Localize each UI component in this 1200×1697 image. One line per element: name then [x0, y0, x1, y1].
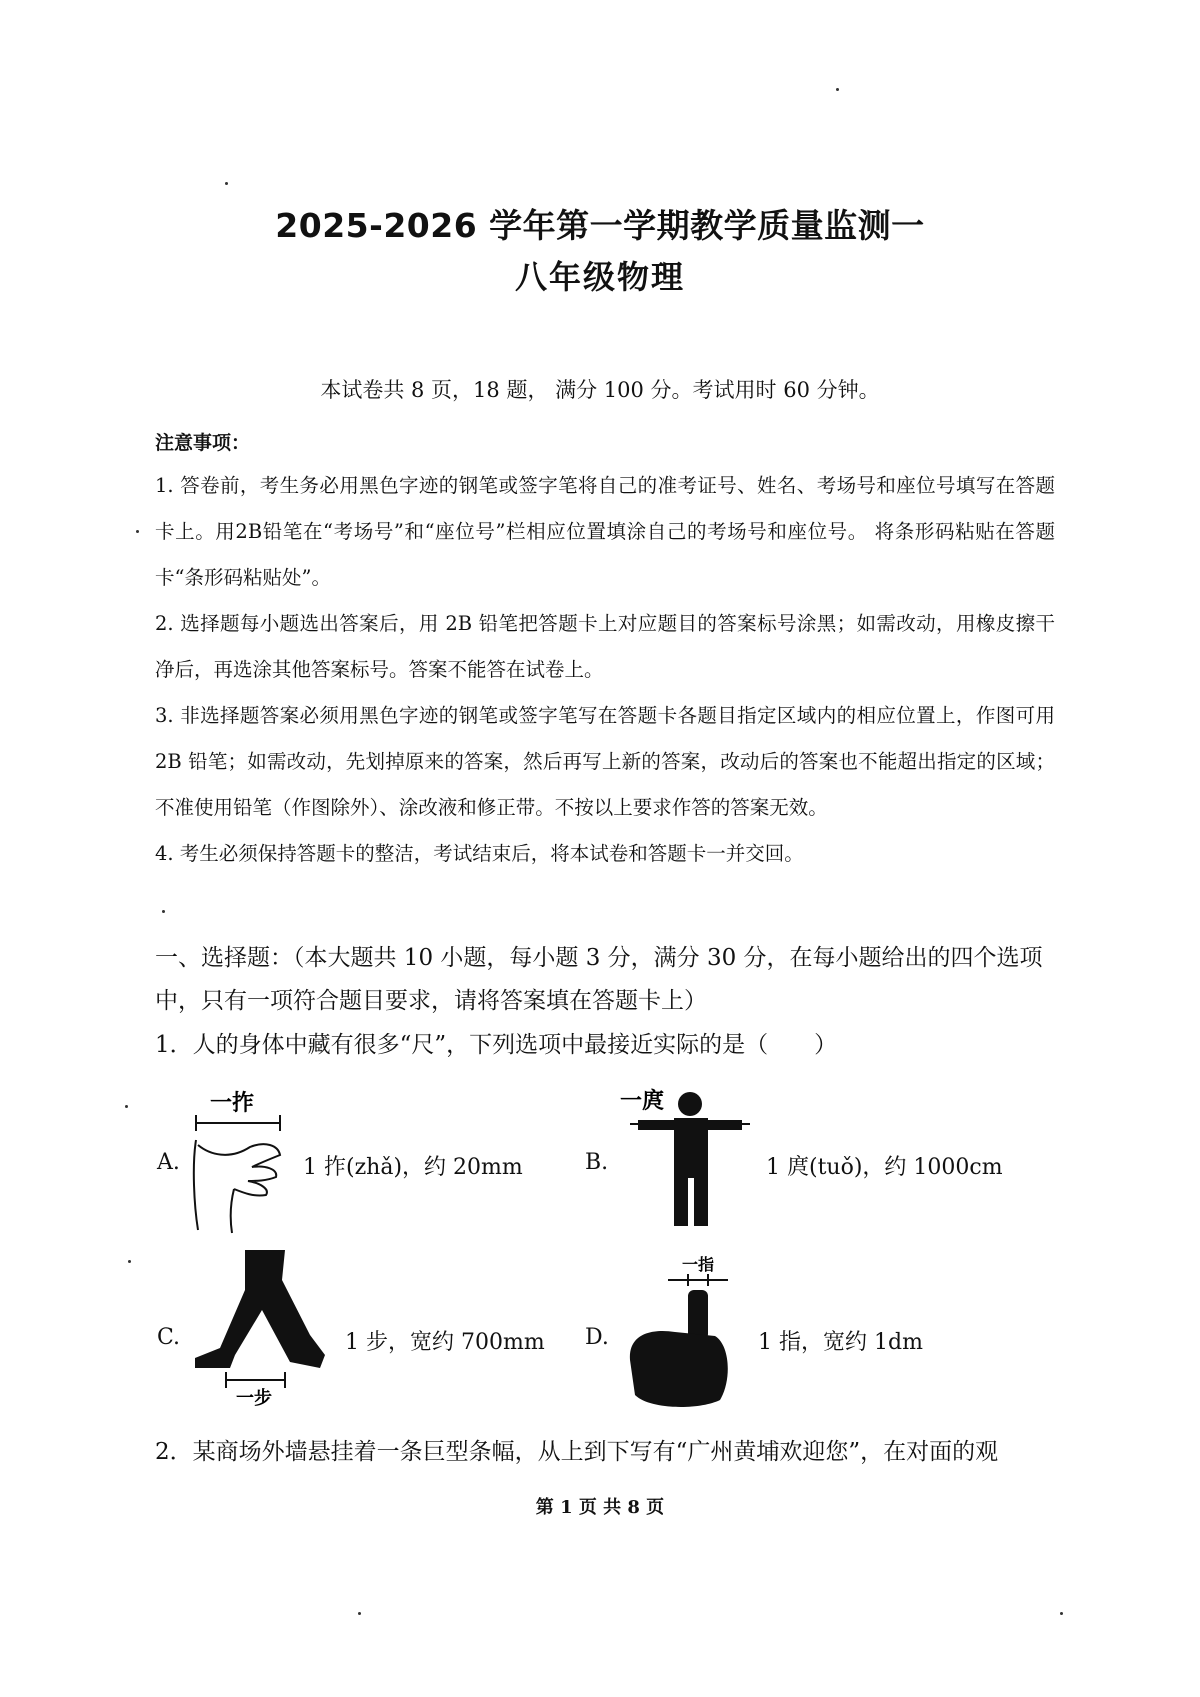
note-item-3: 3. 非选择题答案必须用黑色字迹的钢笔或签字笔写在答题卡各题目指定区域内的相应位置上，作图可用 2B 铅笔；如需改动，先划掉原来的答案，然后再写上新的答案，改动后的答案也不能超出指定的区域；不准使用铅笔（作图除外）、涂改液和修正带。不按以上要求作答的答案无效。 — [155, 704, 1055, 819]
exam-info: 本试卷共 8 页，18 题， 满分 100 分。考试用时 60 分钟。 — [320, 378, 880, 402]
scan-speck — [358, 1612, 361, 1615]
figure-label-c: 一步 — [236, 1388, 272, 1409]
scan-speck — [836, 88, 839, 91]
figure-label-a: 一拃 — [210, 1091, 255, 1116]
hand-span-figure — [190, 1085, 290, 1235]
question-1-stem: 1．人的身体中藏有很多“尺”，下列选项中最接近实际的是（ ） — [155, 1032, 838, 1058]
figure-label-d: 一指 — [682, 1255, 715, 1274]
step-figure — [190, 1250, 340, 1410]
option-b-text: 1 庹(tuǒ)，约 1000cm — [766, 1155, 1003, 1180]
notes-heading: 注意事项： — [155, 432, 251, 454]
option-d-letter: D. — [585, 1325, 609, 1350]
exam-title: 2025-2026 学年第一学期教学质量监测一 — [275, 206, 925, 245]
arm-span-figure — [618, 1082, 758, 1232]
option-d-text: 1 指，宽约 1dm — [758, 1330, 923, 1355]
figure-label-b: 一庹 — [620, 1089, 665, 1114]
finger-width-figure — [620, 1250, 740, 1410]
option-c-text: 1 步，宽约 700mm — [345, 1330, 545, 1355]
section-heading: 一、选择题：（本大题共 10 小题，每小题 3 分，满分 30 分，在每小题给出的四个选项中，只有一项符合题目要求，请将答案填在答题卡上） — [155, 945, 1043, 1014]
scan-speck — [136, 530, 139, 533]
page-footer: 第 1 页 共 8 页 — [535, 1497, 665, 1518]
note-item-2: 2. 选择题每小题选出答案后，用 2B 铅笔把答题卡上对应题目的答案标号涂黑；如需改动，用橡皮擦干净后，再选涂其他答案标号。答案不能答在试卷上。 — [155, 612, 1055, 681]
scan-speck — [225, 182, 228, 185]
option-b-letter: B. — [585, 1150, 609, 1175]
option-a-text: 1 拃(zhǎ)，约 20mm — [303, 1155, 523, 1180]
note-item-1: 1. 答卷前，考生务必用黑色字迹的钢笔或签字笔将自己的准考证号、姓名、考场号和座位号填写在答题卡上。用2B铅笔在“考场号”和“座位号”栏相应位置填涂自己的考场号和座位号。 将条形码粘贴在答题卡“条形码粘贴处”。 — [155, 474, 1055, 589]
scan-speck — [1060, 1612, 1063, 1615]
note-item-4: 4. 考生必须保持答题卡的整洁，考试结束后，将本试卷和答题卡一并交回。 — [155, 842, 804, 865]
scan-speck — [125, 1105, 128, 1108]
question-2-stem: 2．某商场外墙悬挂着一条巨型条幅，从上到下写有“广州黄埔欢迎您”，在对面的观 — [155, 1439, 999, 1465]
option-c-letter: C. — [157, 1325, 181, 1350]
option-a-letter: A. — [157, 1150, 180, 1175]
scan-speck — [162, 910, 165, 913]
scan-speck — [128, 1260, 131, 1263]
exam-subtitle: 八年级物理 — [514, 258, 685, 296]
